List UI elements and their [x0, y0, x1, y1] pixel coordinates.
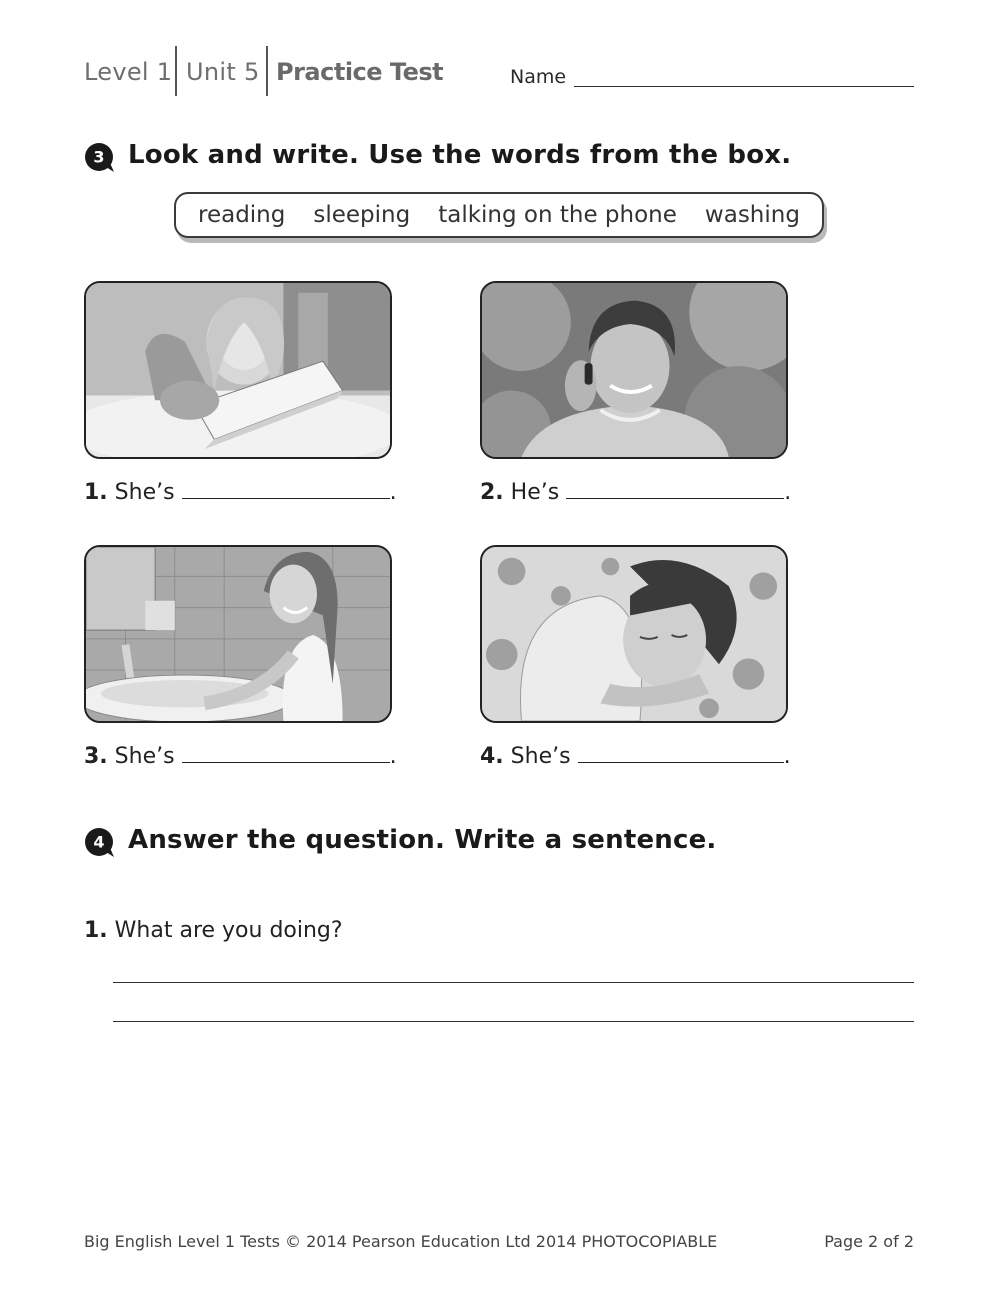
unit-label: Unit 5 [186, 58, 260, 86]
answer-blank-2[interactable] [566, 478, 784, 499]
word-box-item: talking on the phone [438, 202, 677, 228]
section-4-number: 4 [93, 832, 105, 852]
item-number: 2. [480, 480, 504, 505]
girl-washing-photo [84, 545, 392, 723]
word-box-item: sleeping [313, 202, 411, 228]
section-4-title: Answer the question. Write a sentence. [128, 825, 717, 855]
item-text: She’s [510, 744, 571, 769]
section-3-badge [84, 142, 114, 176]
answer-line-2[interactable] [113, 1021, 914, 1022]
item-end: . [389, 744, 397, 769]
question-number: 1. [84, 918, 108, 943]
test-title: Practice Test [276, 58, 444, 86]
question-1 [84, 918, 343, 943]
item-4-caption [480, 742, 791, 769]
item-end: . [389, 480, 397, 505]
answer-line-1[interactable] [113, 982, 914, 983]
item-3-caption [84, 742, 397, 769]
item-text: He’s [510, 480, 560, 505]
boy-on-phone-photo [480, 281, 788, 459]
word-box-item: reading [198, 202, 286, 228]
header-divider [266, 46, 268, 96]
name-label: Name [510, 66, 567, 88]
footer-copyright: Big English Level 1 Tests © 2014 Pearson Education Ltd 2014 PHOTOCOPIABLE [84, 1232, 718, 1251]
item-number: 3. [84, 744, 108, 769]
section-3-number: 3 [93, 147, 105, 167]
word-box-item: washing [704, 202, 800, 228]
item-1-caption [84, 478, 397, 505]
item-end: . [784, 480, 792, 505]
question-text: What are you doing? [114, 918, 343, 943]
girl-sleeping-photo [480, 545, 788, 723]
item-text: She’s [114, 480, 175, 505]
item-text: She’s [114, 744, 175, 769]
item-number: 4. [480, 744, 504, 769]
section-4-badge [84, 827, 114, 861]
name-field[interactable] [574, 86, 914, 87]
header-divider [175, 46, 177, 96]
answer-blank-3[interactable] [182, 742, 390, 763]
word-box [174, 192, 824, 238]
girl-reading-photo [84, 281, 392, 459]
page-number: Page 2 of 2 [824, 1232, 914, 1251]
item-end: . [783, 744, 791, 769]
level-label: Level 1 [84, 58, 173, 86]
answer-blank-1[interactable] [182, 478, 390, 499]
section-3-title: Look and write. Use the words from the box. [128, 140, 792, 170]
item-number: 1. [84, 480, 108, 505]
item-2-caption [480, 478, 791, 505]
answer-blank-4[interactable] [578, 742, 784, 763]
